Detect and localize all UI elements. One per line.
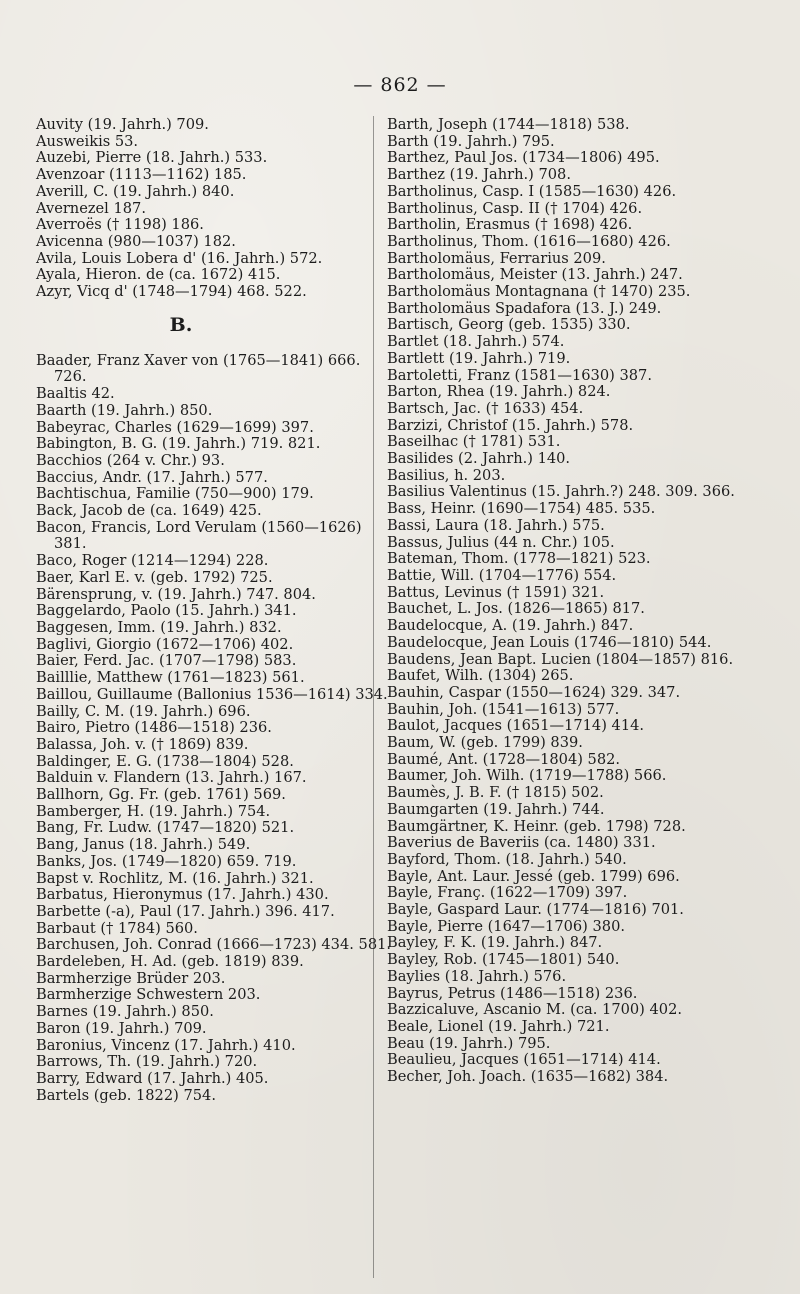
index-entry: Bartels (geb. 1822) 754. (36, 1086, 216, 1104)
index-entry: Avicenna (980—1037) 182. (36, 232, 236, 250)
index-entry: Bairo, Pietro (1486—1518) 236. (36, 719, 272, 737)
index-entry: Bang, Janus (18. Jahrh.) 549. (36, 836, 251, 854)
index-entry: Babington, B. G. (19. Jahrh.) 719. 821. (36, 435, 321, 453)
index-entry: Balassa, Joh. v. († 1869) 839. (36, 735, 249, 753)
index-entry: Ayala, Hieron. de (ca. 1672) 415. (36, 266, 281, 284)
index-entry: Baco, Roger (1214—1294) 228. (36, 552, 269, 570)
index-entry: Bayle, Ant. Laur. Jessé (geb. 1799) 696. (387, 867, 680, 885)
index-entry: Bartsch, Jac. († 1633) 454. (387, 399, 584, 417)
index-entry: Baggesen, Imm. (19. Jahrh.) 832. (36, 618, 282, 636)
index-entry: Baylies (18. Jahrh.) 576. (387, 967, 567, 985)
index-entry: Bayle, Pierre (1647—1706) 380. (387, 917, 625, 935)
index-entry: Baumé, Ant. (1728—1804) 582. (387, 750, 621, 768)
index-entry: Bartholinus, Thom. (1616—1680) 426. (387, 232, 671, 250)
index-entry: Balduin v. Flandern (13. Jahrh.) 167. (36, 769, 307, 787)
index-entry: Beau (19. Jahrh.) 795. (387, 1034, 551, 1052)
index-entry: Bartisch, Georg (geb. 1535) 330. (387, 316, 631, 334)
index-entry: Barthez, Paul Jos. (1734—1806) 495. (387, 149, 660, 167)
index-entry: Bartholomäus, Ferrarius 209. (387, 249, 606, 267)
index-entry: Baer, Karl E. v. (geb. 1792) 725. (36, 568, 273, 586)
index-entry: Babeyrac, Charles (1629—1699) 397. (36, 418, 314, 436)
index-entry: Baillou, Guillaume (Ballonius 1536—1614) 334. (36, 685, 388, 703)
index-entry: Bailly, C. M. (19. Jahrh.) 696. (36, 702, 251, 720)
index-entry: Banks, Jos. (1749—1820) 659. 719. (36, 852, 297, 870)
index-entry: Bamberger, H. (19. Jahrh.) 754. (36, 802, 271, 820)
index-entry: Baudens, Jean Bapt. Lucien (1804—1857) 816. (387, 650, 734, 668)
index-entry: Baglivi, Giorgio (1672—1706) 402. (36, 635, 294, 653)
entries-right (387, 117, 747, 1086)
index-column-left (36, 117, 396, 1104)
index-entry: Azyr, Vicq d' (1748—1794) 468. 522. (36, 283, 307, 301)
index-entry: Baumer, Joh. Wilh. (1719—1788) 566. (387, 767, 667, 785)
index-entry: Basilides (2. Jahrh.) 140. (387, 450, 571, 468)
index-entry: Bauchet, L. Jos. (1826—1865) 817. (387, 600, 645, 618)
index-entry: Bassus, Julius (44 n. Chr.) 105. (387, 533, 615, 551)
index-entry: Battus, Levinus († 1591) 321. (387, 583, 605, 601)
index-entry: Bailllie, Matthew (1761—1823) 561. (36, 669, 305, 687)
index-entry: Baufet, Wilh. (1304) 265. (387, 667, 574, 685)
column-divider (373, 116, 374, 1278)
index-entry: Barry, Edward (17. Jahrh.) 405. (36, 1069, 269, 1087)
index-entry: Baumgärtner, K. Heinr. (geb. 1798) 728. (387, 817, 686, 835)
index-entry: Baldinger, E. G. (1738—1804) 528. (36, 752, 294, 770)
index-entry: Baudelocque, A. (19. Jahrh.) 847. (387, 617, 634, 635)
index-entry: Basilius Valentinus (15. Jahrh.?) 248. 309. 366. (387, 483, 735, 501)
index-entry: Bartlet (18. Jahrh.) 574. (387, 333, 565, 351)
index-entry: Bacchios (264 v. Chr.) 93. (36, 451, 225, 469)
index-entry: Avila, Louis Lobera d' (16. Jahrh.) 572. (36, 249, 323, 267)
index-entry: Auvity (19. Jahrh.) 709. (36, 116, 209, 133)
index-entry: Bazzicaluve, Ascanio M. (ca. 1700) 402. (387, 1001, 682, 1019)
index-entry: Bayley, F. K. (19. Jahrh.) 847. (387, 934, 603, 952)
index-entry: Basilius, h. 203. (387, 466, 506, 484)
index-entry: Battie, Will. (1704—1776) 554. (387, 566, 617, 584)
index-entry: Bayle, Gaspard Laur. (1774—1816) 701. (387, 901, 684, 919)
index-entry: Bassi, Laura (18. Jahrh.) 575. (387, 516, 605, 534)
index-entry: Baumgarten (19. Jahrh.) 744. (387, 800, 605, 818)
index-entry: Bass, Heinr. (1690—1754) 485. 535. (387, 500, 656, 518)
index-entry: Bauhin, Caspar (1550—1624) 329. 347. (387, 683, 681, 701)
index-entry: Baader, Franz Xaver von (1765—1841) 666. 726. (36, 351, 361, 386)
index-entry: Bapst v. Rochlitz, M. (16. Jahrh.) 321. (36, 869, 314, 887)
index-entry: Baverius de Baveriis (ca. 1480) 331. (387, 834, 656, 852)
index-entry: Barzizi, Christof (15. Jahrh.) 578. (387, 416, 634, 434)
index-entry: Bartholomäus, Meister (13. Jahrh.) 247. (387, 266, 683, 284)
index-entry: Barnes (19. Jahrh.) 850. (36, 1003, 214, 1021)
index-entry: Becher, Joh. Joach. (1635—1682) 384. (387, 1068, 669, 1086)
index-entry: Bardeleben, H. Ad. (geb. 1819) 839. (36, 953, 304, 971)
index-entry: Auzebi, Pierre (18. Jahrh.) 533. (36, 149, 268, 167)
index-entry: Baarth (19. Jahrh.) 850. (36, 401, 213, 419)
index-entry: Bartholinus, Casp. II († 1704) 426. (387, 199, 643, 217)
index-column-right (387, 117, 747, 1086)
index-entry: Barbette (-a), Paul (17. Jahrh.) 396. 417. (36, 902, 335, 920)
index-entry: Baier, Ferd. Jac. (1707—1798) 583. (36, 652, 297, 670)
index-entry: Baudelocque, Jean Louis (1746—1810) 544. (387, 633, 712, 651)
index-entry: Bateman, Thom. (1778—1821) 523. (387, 550, 651, 568)
index-entry: Barchusen, Joh. Conrad (1666—1723) 434. 581. (36, 936, 392, 954)
index-entry: Bartoletti, Franz (1581—1630) 387. (387, 366, 652, 384)
index-entry: Barthez (19. Jahrh.) 708. (387, 166, 571, 184)
index-entry: Barbaut († 1784) 560. (36, 919, 198, 937)
index-entry: Barrows, Th. (19. Jahrh.) 720. (36, 1053, 258, 1071)
index-entry: Bartholin, Erasmus († 1698) 426. (387, 216, 633, 234)
index-entry: Barmherzige Schwestern 203. (36, 986, 261, 1004)
index-entry: Ballhorn, Gg. Fr. (geb. 1761) 569. (36, 786, 286, 804)
index-entry: Bauhin, Joh. (1541—1613) 577. (387, 700, 620, 718)
index-entry: Baseilhac († 1781) 531. (387, 433, 561, 451)
index-entry: Bayley, Rob. (1745—1801) 540. (387, 951, 620, 969)
index-entry: Baum, W. (geb. 1799) 839. (387, 734, 583, 752)
index-entry: Averroës († 1198) 186. (36, 216, 204, 234)
entries-b-section (36, 353, 396, 1105)
index-entry: Back, Jacob de (ca. 1649) 425. (36, 502, 262, 520)
index-entry: Barmherzige Brüder 203. (36, 969, 226, 987)
index-entry: Beale, Lionel (19. Jahrh.) 721. (387, 1017, 610, 1035)
index-entry: Barbatus, Hieronymus (17. Jahrh.) 430. (36, 886, 329, 904)
index-entry: Beaulieu, Jacques (1651—1714) 414. (387, 1051, 661, 1069)
index-entry: Avenzoar (1113—1162) 185. (36, 166, 247, 184)
index-entry: Bartholinus, Casp. I (1585—1630) 426. (387, 182, 677, 200)
index-entry: Baulot, Jacques (1651—1714) 414. (387, 717, 645, 735)
entries-a-section (36, 117, 396, 301)
section-heading-b: B. (169, 313, 193, 336)
index-entry: Baron (19. Jahrh.) 709. (36, 1019, 207, 1037)
index-entry: Barth, Joseph (1744—1818) 538. (387, 116, 630, 133)
index-entry: Bartlett (19. Jahrh.) 719. (387, 349, 571, 367)
index-entry: Ausweikis 53. (36, 132, 139, 150)
index-entry: Avernezel 187. (36, 199, 146, 217)
index-entry: Bärensprung, v. (19. Jahrh.) 747. 804. (36, 585, 316, 603)
index-entry: Averill, C. (19. Jahrh.) 840. (36, 182, 235, 200)
index-entry: Bang, Fr. Ludw. (1747—1820) 521. (36, 819, 295, 837)
index-entry: Bachtischua, Familie (750—900) 179. (36, 485, 314, 503)
index-entry: Bayford, Thom. (18. Jahrh.) 540. (387, 850, 627, 868)
index-entry: Baumès, J. B. F. († 1815) 502. (387, 784, 604, 802)
index-entry: Barth (19. Jahrh.) 795. (387, 132, 555, 150)
index-entry: Bacon, Francis, Lord Verulam (1560—1626) 381. (36, 518, 362, 553)
index-entry: Baaltis 42. (36, 385, 115, 403)
index-entry: Bayrus, Petrus (1486—1518) 236. (387, 984, 638, 1002)
page-number: — 862 — (353, 74, 447, 96)
index-entry: Bayle, Franç. (1622—1709) 397. (387, 884, 628, 902)
index-entry: Baggelardo, Paolo (15. Jahrh.) 341. (36, 602, 297, 620)
index-entry: Bartholomäus Spadafora (13. J.) 249. (387, 299, 662, 317)
index-entry: Barton, Rhea (19. Jahrh.) 824. (387, 383, 611, 401)
index-entry: Baronius, Vincenz (17. Jahrh.) 410. (36, 1036, 296, 1054)
index-entry: Bartholomäus Montagnana († 1470) 235. (387, 283, 691, 301)
index-entry: Baccius, Andr. (17. Jahrh.) 577. (36, 468, 268, 486)
